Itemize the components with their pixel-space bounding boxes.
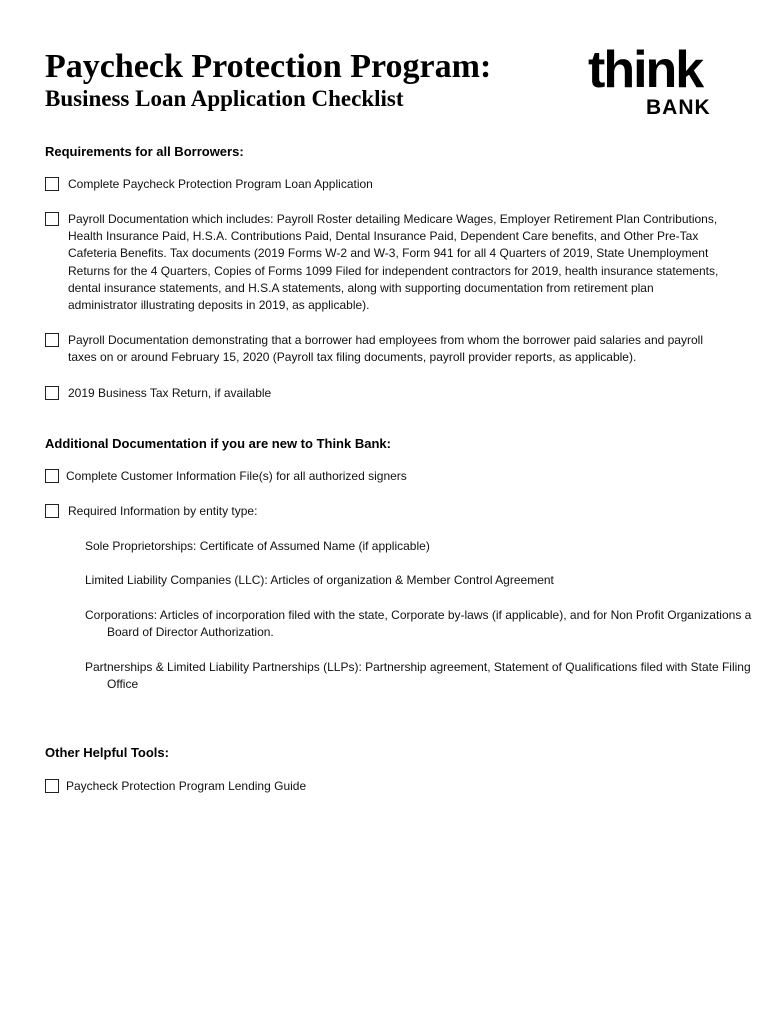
checklist-item-text: Complete Paycheck Protection Program Loan Application	[68, 177, 373, 191]
checklist-item	[45, 778, 725, 795]
checklist-item-text: Payroll Documentation which includes: Payroll Roster detailing Medicare Wages, Employer Retirement Plan Contributions, Health Insurance Paid, H.S.A. Contributions Paid, Dental Insurance Paid, Dependent Care benefits, and Other Pre-Tax Cafeteria Benefits. Tax documents (2019 Forms W-2 and W-3, Form 941 for all 4 Quarters of 2019, State Unemployment Returns for the 4 Quarters, Copies of Forms 1099 Filed for independent contractors for 2019, health insurance statements, dental insurance statements, and H.S.A statements, along with supporting documentation from retirement plan administrator illustrating deposits in 2019, as applicable).	[68, 212, 719, 313]
checkbox-entity-information[interactable]	[45, 504, 59, 518]
checkbox-customer-information[interactable]	[45, 469, 59, 483]
checklist-item-text: Paycheck Protection Program Lending Guide	[66, 779, 307, 793]
entity-type-item: Sole Proprietorships: Certificate of Assumed Name (if applicable)	[85, 539, 430, 553]
checklist-item-text: Required Information by entity type:	[68, 504, 258, 518]
entity-type-item: Corporations: Articles of incorporation filed with the state, Corporate by-laws (if applicable), and for Non Profit Organizations a Board of Director Authorization.	[85, 608, 752, 640]
checklist-item	[45, 176, 725, 193]
checklist-item	[45, 332, 725, 366]
checkbox-payroll-employees[interactable]	[45, 333, 59, 347]
page-subtitle: Business Loan Application Checklist	[45, 86, 404, 111]
think-bank-logo	[588, 41, 720, 122]
logo-wordmark: think	[588, 41, 703, 99]
entity-type-item: Partnerships & Limited Liability Partnerships (LLPs): Partnership agreement, Statement of Qualifications filed with State Filing Office	[85, 660, 751, 692]
entity-type-item: Limited Liability Companies (LLC): Articles of organization & Member Control Agreement	[85, 573, 554, 587]
section-heading-all-borrowers: Requirements for all Borrowers:	[45, 144, 244, 159]
checklist-item	[45, 211, 725, 314]
checkbox-payroll-documentation[interactable]	[45, 212, 59, 226]
checklist-item-text: 2019 Business Tax Return, if available	[68, 386, 272, 400]
checkbox-tax-return[interactable]	[45, 386, 59, 400]
checklist-item	[45, 503, 725, 520]
checkbox-lending-guide[interactable]	[45, 779, 59, 793]
section-heading-tools: Other Helpful Tools:	[45, 745, 169, 760]
checkbox-application[interactable]	[45, 177, 59, 191]
checklist-item	[45, 468, 725, 485]
page-title: Paycheck Protection Program:	[45, 48, 492, 85]
checklist-item	[45, 385, 725, 402]
logo-tag: BANK	[646, 96, 711, 119]
section-heading-new-to-bank: Additional Documentation if you are new to Think Bank:	[45, 436, 391, 451]
checklist-item-text: Complete Customer Information File(s) for all authorized signers	[66, 469, 407, 483]
checklist-item-text: Payroll Documentation demonstrating that a borrower had employees from whom the borrower paid salaries and payroll taxes on or around February 15, 2020 (Payroll tax filing documents, payroll provider reports, as applicable).	[68, 333, 703, 365]
